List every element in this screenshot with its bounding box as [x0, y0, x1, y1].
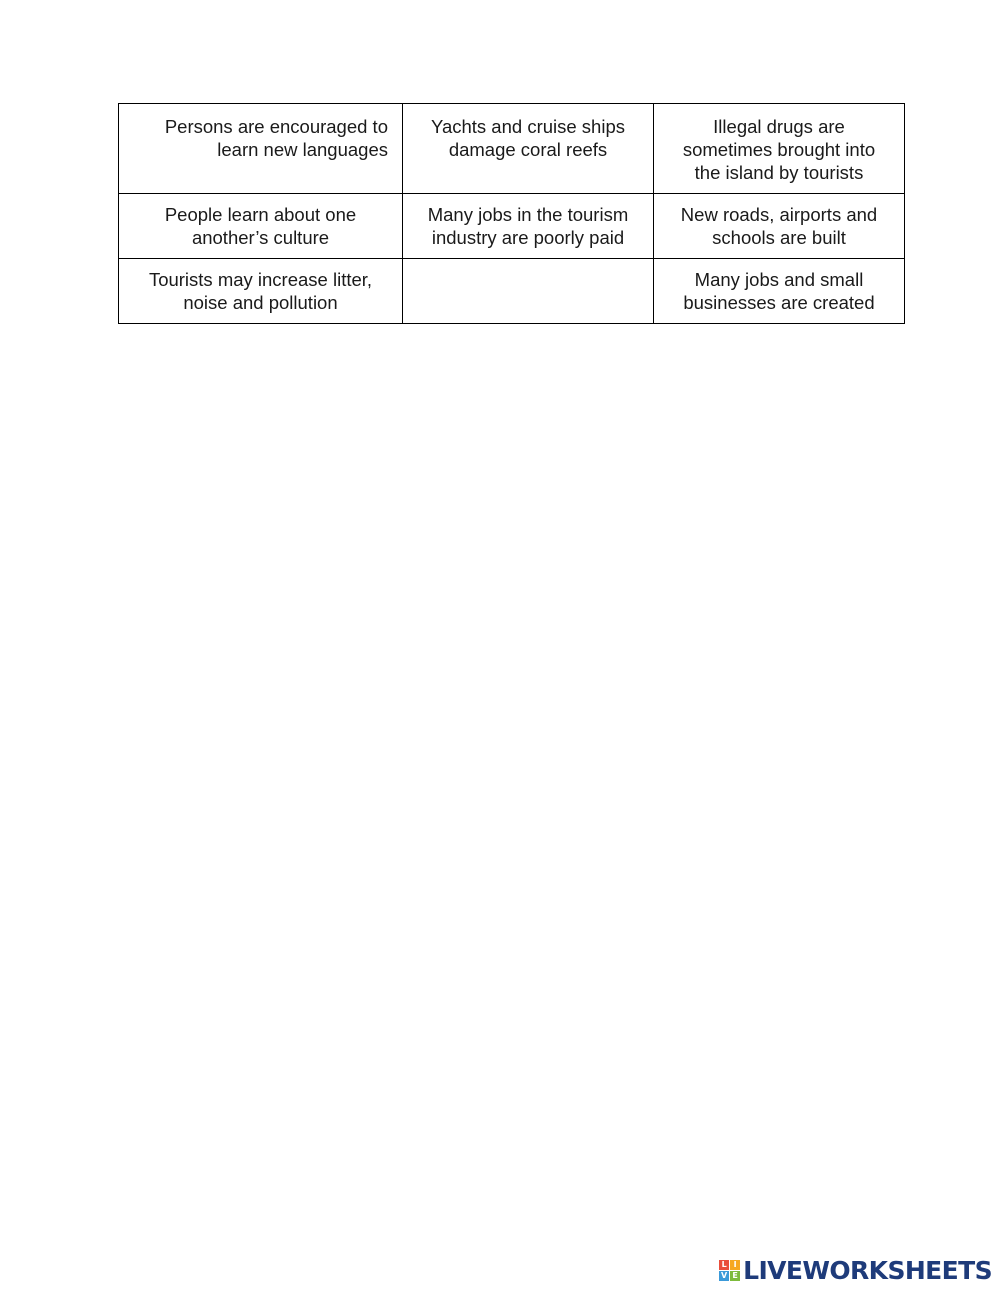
table-cell	[403, 104, 654, 194]
table-row	[119, 104, 905, 194]
activity-table	[118, 103, 905, 324]
logo-tile-e: E	[730, 1271, 740, 1281]
cell-text: Yachts and cruise ships damage coral reefs	[430, 116, 625, 160]
brand-wordmark: LIVEWORKSHEETS	[743, 1255, 992, 1285]
cell-text: Many jobs in the tourism industry are poorly paid	[427, 204, 629, 248]
table-row	[119, 259, 905, 324]
empty-answer-cell[interactable]	[403, 259, 654, 324]
table-cell	[119, 259, 403, 324]
live-logo-icon	[719, 1260, 740, 1281]
table-cell	[403, 194, 654, 259]
logo-tile-v: V	[721, 1270, 728, 1280]
table-row	[119, 194, 905, 259]
cell-text: People learn about one another’s culture	[164, 204, 357, 248]
cell-text: Many jobs and small businesses are created	[683, 269, 875, 313]
logo-tile-i: I	[730, 1260, 740, 1270]
table-cell	[654, 194, 905, 259]
cell-text: Persons are encouraged to learn new languages	[164, 116, 388, 160]
cell-text: Tourists may increase litter, noise and pollution	[148, 269, 373, 313]
table-cell	[119, 194, 403, 259]
logo-tile-l: L	[719, 1260, 729, 1270]
liveworksheets-logo	[719, 1257, 992, 1283]
cell-text: New roads, airports and schools are built	[680, 204, 878, 248]
table-cell	[654, 104, 905, 194]
table-cell	[119, 104, 403, 194]
cell-text: Illegal drugs are sometimes brought into the island by tourists	[682, 116, 876, 183]
table-cell	[654, 259, 905, 324]
